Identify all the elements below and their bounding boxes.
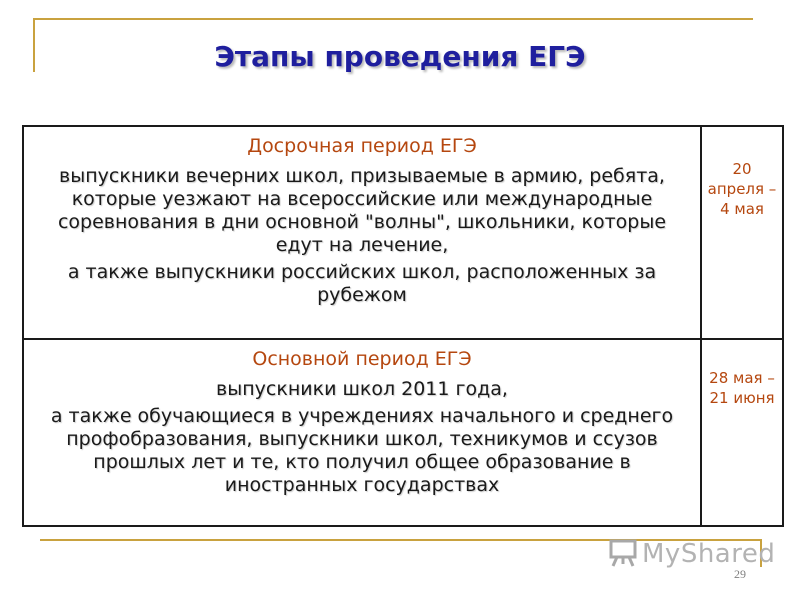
stages-table xyxy=(22,125,784,527)
table-row xyxy=(23,126,783,339)
eligibility-text: выпускники вечерних школ, призываемые в армию, ребята, которые уезжают на всероссийские или международные соревнования в дни основной "волны", школьники, которые едут на лечение, xyxy=(57,165,667,256)
stage-description-cell xyxy=(23,339,701,526)
presentation-board-icon xyxy=(608,538,638,568)
period-heading: Основной период ЕГЭ xyxy=(252,348,472,371)
page-number: 29 xyxy=(734,567,746,581)
eligibility-text: а также выпускники российских школ, расположенных за рубежом xyxy=(67,261,657,306)
stage-dates: 20 апреля – 4 мая xyxy=(701,126,783,339)
eligibility-text: а также обучающиеся в учреждениях начального и среднего профобразования, выпускники школ, техникумов и ссузов прошлых лет и те, кто получил общее образование в иностранных государствах xyxy=(50,405,674,497)
eligibility-text: выпускники школ 2011 года, xyxy=(216,378,508,401)
period-heading: Досрочная период ЕГЭ xyxy=(247,135,477,157)
watermark-logo xyxy=(608,538,775,569)
slide-title: Этапы проведения ЕГЭ xyxy=(214,40,586,73)
stage-dates: 28 мая – 21 июня xyxy=(701,339,783,526)
table-row xyxy=(23,339,783,526)
stage-description-cell xyxy=(23,126,701,339)
decor-top-line xyxy=(33,18,753,20)
watermark-text: MyShared xyxy=(642,539,776,569)
